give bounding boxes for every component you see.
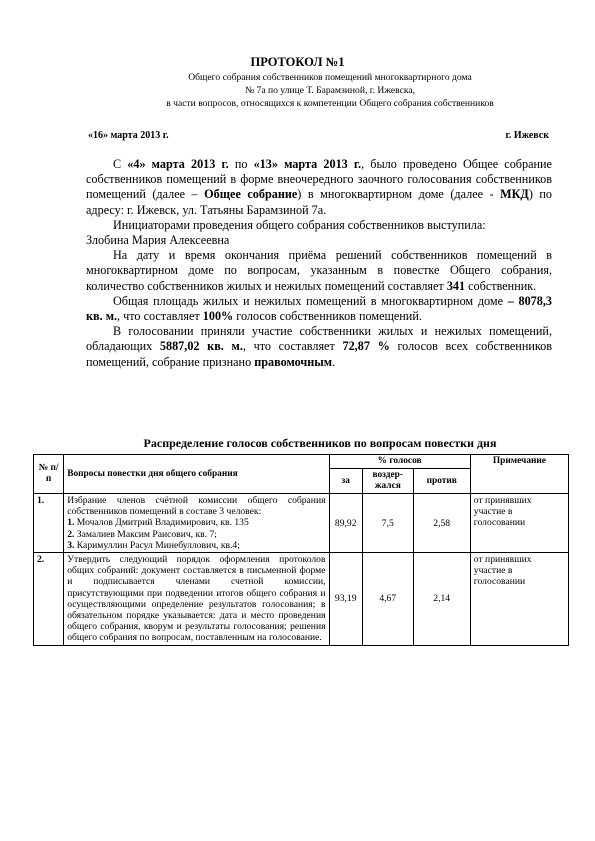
votes-abstain: 4,67 <box>362 553 413 646</box>
header-percent: % голосов <box>329 455 470 469</box>
header-num: № п/п <box>34 455 64 494</box>
subtitle-line-2: № 7а по улице Т. Барамзиной, г. Ижевска, <box>244 85 416 96</box>
paragraph-quorum: В голосовании приняли участие собственники жилых и нежилых помещений, обладающих 5887,02 кв. м., что составляет 72,87 % голосов всех собственников помещений, собрание признано правомочным. <box>86 324 553 369</box>
question-text: Избрание членов счётной комиссии общего собрания собственников помещений в составе 3 человек: <box>67 495 326 518</box>
commission-member: 2. Замалиев Максим Раисович, кв. 7; <box>67 528 217 540</box>
table-title: Распределение голосов собственников по вопросам повестки дня <box>143 436 497 450</box>
row-note: от принявших участие в голосовании <box>470 553 568 646</box>
paragraph-total-area: Общая площадь жилых и нежилых помещений в многоквартирном доме – 8078,3 кв. м., что составляет 100% голосов собственников помещений. <box>86 293 552 324</box>
row-note: от принявших участие в голосовании <box>470 494 568 553</box>
table-row <box>34 553 569 646</box>
header-questions: Вопросы повестки дня общего собрания <box>64 455 329 494</box>
header-against: против <box>413 469 470 494</box>
table-row <box>34 494 569 553</box>
question-cell <box>64 494 329 553</box>
subtitle-line-1: Общего собрания собственников помещений многоквартирного дома <box>188 72 472 83</box>
votes-abstain: 7,5 <box>362 494 413 553</box>
protocol-body <box>86 157 552 370</box>
header-abstain: воздер-жался <box>362 469 413 494</box>
row-number: 2. <box>34 553 64 646</box>
document-date: «16» марта 2013 г. <box>88 130 169 141</box>
paragraph-initiators: Инициаторами проведения общего собрания собственников выступила: <box>113 217 486 232</box>
commission-member: 3. Каримуллин Расул Минебуллович, кв.4; <box>67 539 240 551</box>
votes-table <box>33 454 569 646</box>
table-header-row <box>34 455 569 469</box>
question-text: Утвердить следующий порядок оформления протоколов общих собраний: документ составляется в письменной форме и подписывается членами счетной комиссии, присутствующими при подведении итогов общего собрания и осуществляющими определение результатов голосования; в обязательном порядке указывается: дата и место проведения общего собрания, кворум и результаты голосования; решения общего собрания по вопросам, поставленным на голосование. <box>67 554 326 644</box>
header-note: Примечание <box>470 455 568 494</box>
votes-for: 93,19 <box>329 553 362 646</box>
document-title: ПРОТОКОЛ №1 <box>250 55 345 69</box>
document-city: г. Ижевск <box>505 130 549 141</box>
votes-against: 2,14 <box>413 553 470 646</box>
subtitle-line-3: в части вопросов, относящихся к компетенции Общего собрания собственников <box>166 98 494 109</box>
initiator-name: Злобина Мария Алексеевна <box>86 233 230 248</box>
commission-member: 1. Мочалов Дмитрий Владимирович, кв. 135 <box>67 517 249 529</box>
paragraph-owners-count: На дату и время окончания приёма решений собственников помещений в многоквартирном доме по вопросам, указанным в повестке Общего собрания, количество собственников жилых и нежилых помещений составляет 341 собственник. <box>86 248 552 293</box>
question-cell <box>64 553 329 646</box>
row-number: 1. <box>34 494 64 553</box>
votes-for: 89,92 <box>329 494 362 553</box>
header-for: за <box>329 469 362 494</box>
votes-against: 2,58 <box>413 494 470 553</box>
paragraph-meeting-dates: С «4» марта 2013 г. по «13» марта 2013 г., было проведено Общее собрание собственников помещений в форме внеочередного заочного голосования собственников помещений (далее – Общее собрание) в многоквартирном доме (далее - МКД) по адресу: г. Ижевск, ул. Татьяны Барамзиной 7а. <box>86 157 553 217</box>
